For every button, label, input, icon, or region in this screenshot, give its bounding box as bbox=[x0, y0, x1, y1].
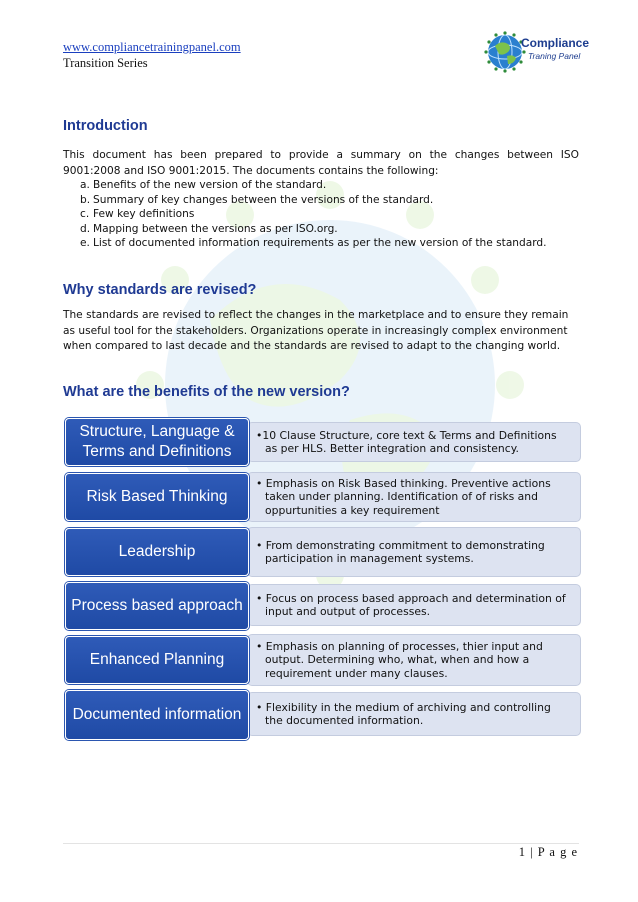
introduction-contents-list bbox=[63, 178, 579, 251]
benefit-label-box: Documented information bbox=[65, 690, 249, 740]
benefit-description-box: • Focus on process based approach and determination of input and output of processes. bbox=[247, 584, 581, 626]
footer-divider bbox=[63, 843, 579, 844]
benefit-description-box: •10 Clause Structure, core text & Terms and Definitions as per HLS. Better integration and consistency. bbox=[247, 422, 581, 462]
list-item: c. Few key definitions bbox=[80, 208, 195, 220]
page-number: 1 | P a g e bbox=[518, 845, 578, 859]
introduction-heading: Introduction bbox=[63, 118, 148, 134]
list-item: e. List of documented information requirements as per the new version of the standard. bbox=[80, 237, 547, 249]
benefit-description-box: • Flexibility in the medium of archiving and controlling the documented information. bbox=[247, 692, 581, 736]
benefit-description-box: • From demonstrating commitment to demonstrating participation in management systems. bbox=[247, 527, 581, 577]
why-revised-paragraph: The standards are revised to reflect the changes in the marketplace and to ensure they remain as useful tool for the stakeholders. Organizations operate in increasingly complex environment when compared to last decade and the standards are revised to adapt to the changing world. bbox=[63, 309, 569, 352]
list-item: b. Summary of key changes between the versions of the standard. bbox=[80, 193, 434, 206]
logo-brand-tagline: Traning Panel bbox=[528, 51, 581, 61]
header-website-link[interactable]: www.compliancetrainingpanel.com bbox=[63, 40, 241, 54]
benefit-label-box: Risk Based Thinking bbox=[65, 473, 249, 521]
benefits-diagram bbox=[65, 418, 581, 743]
benefits-heading: What are the benefits of the new version? bbox=[63, 384, 350, 400]
logo-brand-name: Compliance bbox=[521, 36, 590, 50]
benefit-label-box: Leadership bbox=[65, 528, 249, 576]
list-item: d. Mapping between the versions as per ISO.org. bbox=[80, 222, 338, 235]
benefit-label-box: Enhanced Planning bbox=[65, 636, 249, 684]
header-series-label: Transition Series bbox=[63, 56, 148, 70]
benefit-label-box: Process based approach bbox=[65, 582, 249, 630]
why-revised-heading: Why standards are revised? bbox=[63, 282, 257, 298]
list-item: a. Benefits of the new version of the standard. bbox=[80, 179, 327, 191]
introduction-paragraph: This document has been prepared to provide a summary on the changes between ISO 9001:2008 and ISO 9001:2015. The documents contains the following: bbox=[63, 149, 579, 177]
benefit-description-box: • Emphasis on planning of processes, thier input and output. Determining who, what, when and how a requirement under many clauses. bbox=[247, 634, 581, 686]
benefit-description-box: • Emphasis on Risk Based thinking. Preventive actions taken under planning. Identification of of risks and oppurtunities a key requirement bbox=[247, 472, 581, 522]
benefit-label-box: Structure, Language & Terms and Definitions bbox=[65, 418, 249, 466]
